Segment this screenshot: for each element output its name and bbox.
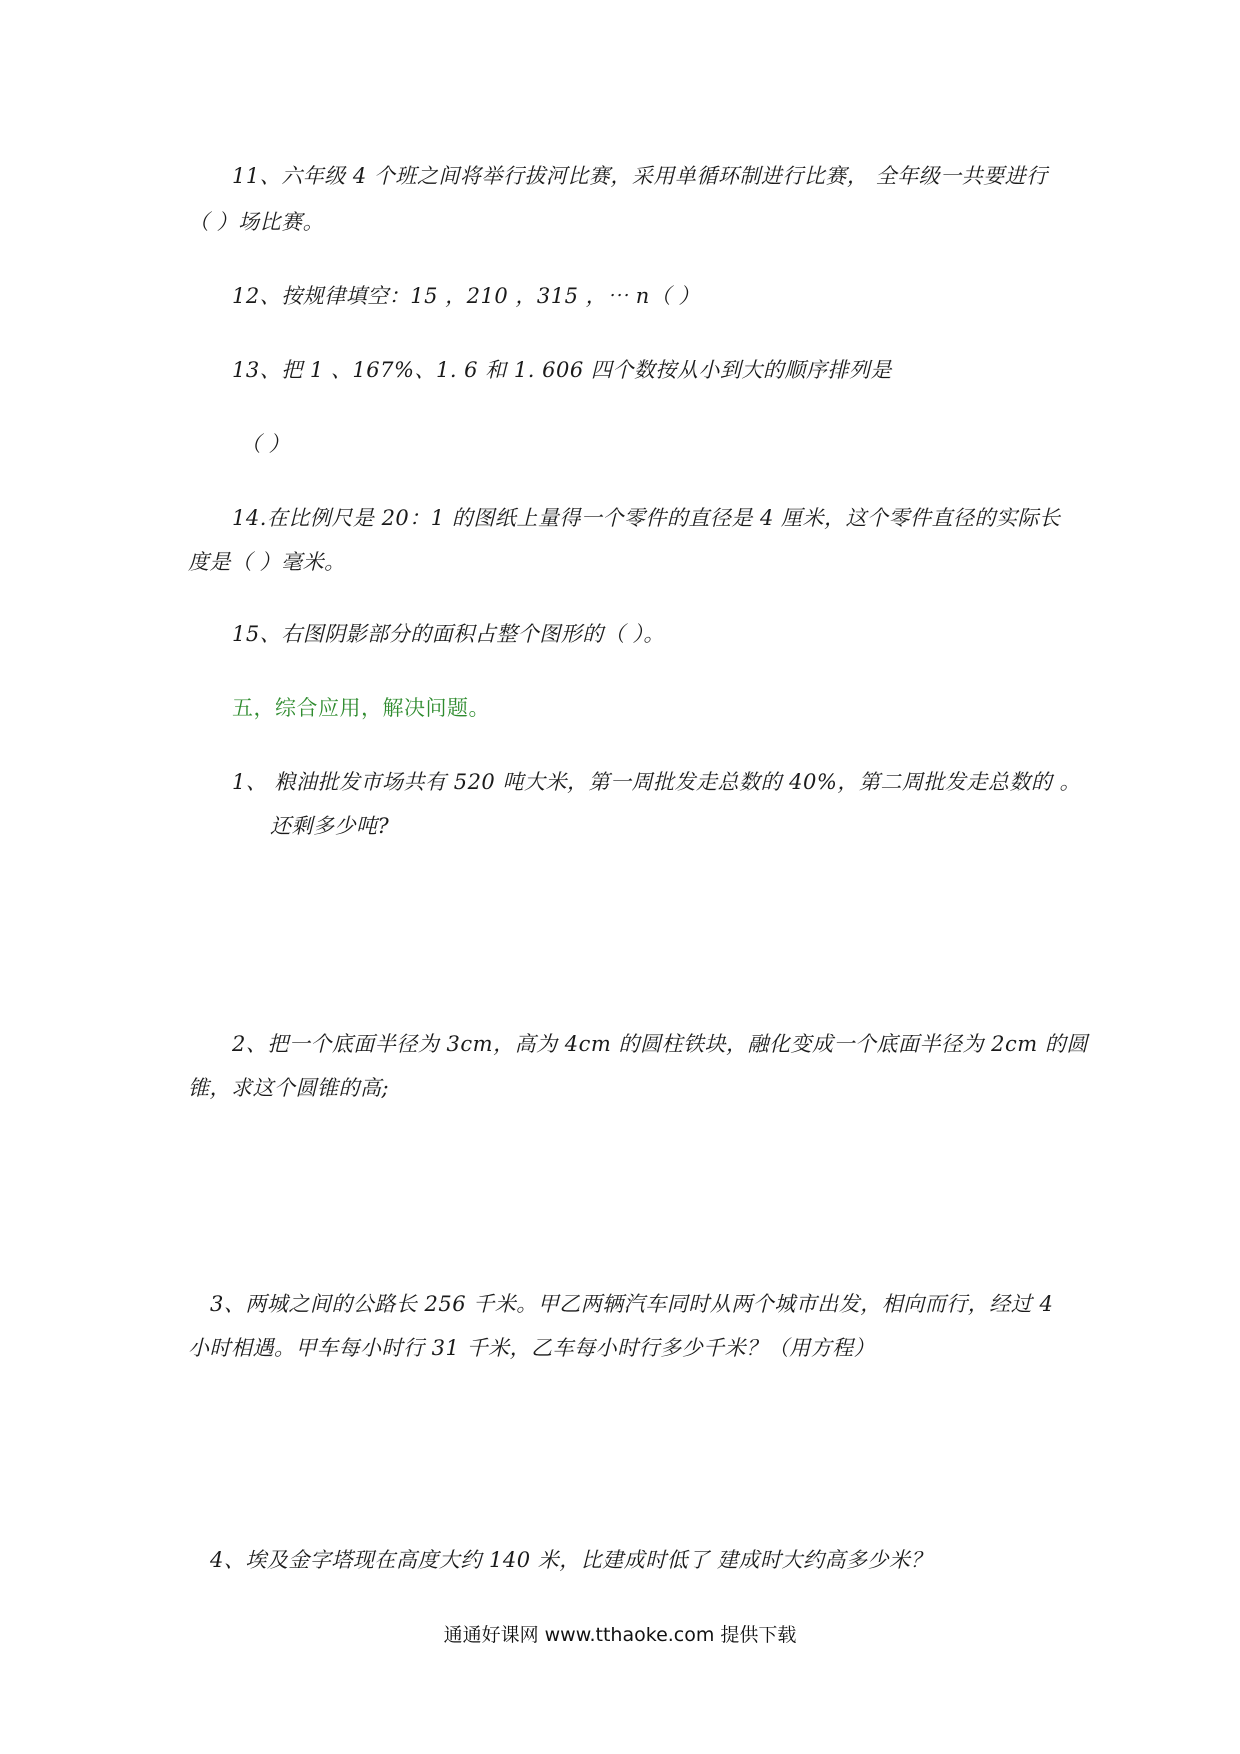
problem-3-line2: 小时相遇。甲车每小时行 31 千米，乙车每小时行多少千米？（用方程） [188,1336,876,1360]
question-11-line2: （ ）场比赛。 [188,210,325,234]
section-5-heading: 五，综合应用，解决问题。 [232,696,490,720]
question-13-line2: （ ） [240,432,291,456]
question-14-line2: 度是（ ）毫米。 [188,550,346,574]
problem-1-line1: 1、 粮油批发市场共有 520 吨大米，第一周批发走总数的 40%，第二周批发走总数的 。 [232,770,1081,794]
problem-4: 4、埃及金字塔现在高度大约 140 米，比建成时低了 建成时大约高多少米？ [210,1548,932,1572]
page-footer: 通通好课网 www.tthaoke.com 提供下载 [443,1624,797,1646]
question-14-line1: 14.在比例尺是 20：1 的图纸上量得一个零件的直径是 4 厘米，这个零件直径的实际长 [232,506,1061,530]
problem-3-line1: 3、两城之间的公路长 256 千米。甲乙两辆汽车同时从两个城市出发，相向而行，经过 4 [210,1292,1054,1316]
problem-1-line2: 还剩多少吨? [270,814,390,838]
problem-2-line1: 2、把一个底面半径为 3cm，高为 4cm 的圆柱铁块，融化变成一个底面半径为 2cm 的圆 [232,1032,1088,1056]
question-12: 12、按规律填空：15 ，210 ，315 ，⋯ n（ ） [232,284,701,308]
question-11-line1: 11、六年级 4 个班之间将举行拔河比赛，采用单循环制进行比赛， 全年级一共要进行 [232,164,1048,188]
problem-2-line2: 锥，求这个圆锥的高; [188,1076,390,1100]
question-15: 15、右图阴影部分的面积占整个图形的（ ）。 [232,622,665,646]
question-13-line1: 13、把 1 、167%、1. 6 和 1. 606 四个数按从小到大的顺序排列是 [232,358,892,382]
